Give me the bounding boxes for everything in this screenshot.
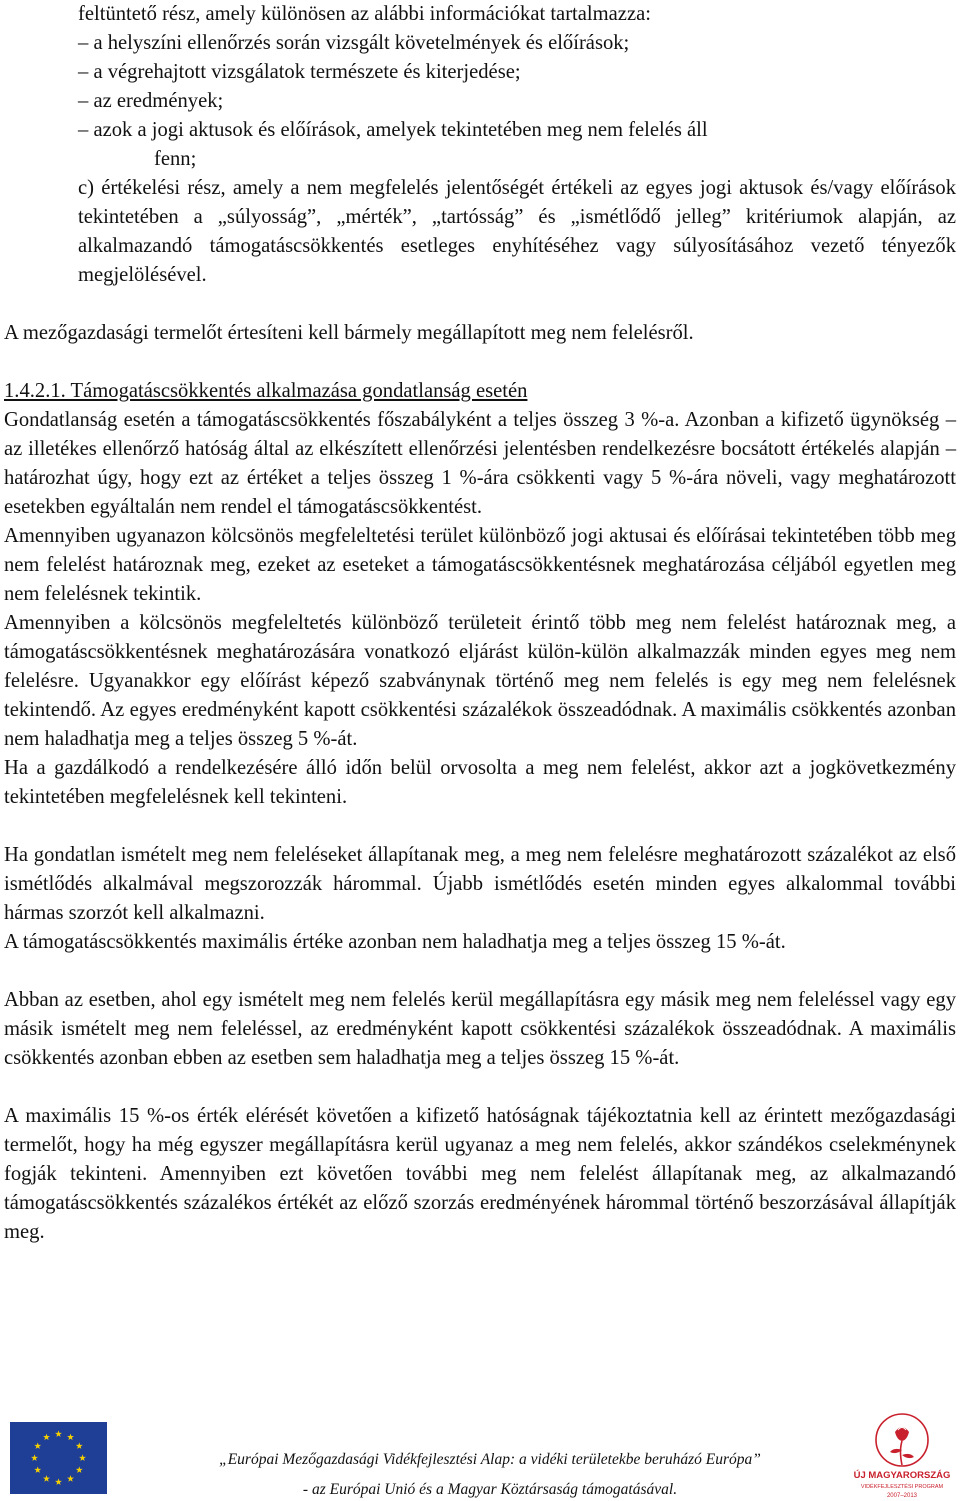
- eu-flag-graphic: [10, 1422, 107, 1494]
- paragraph: Gondatlanság esetén a támogatáscsökkentés főszabályként a teljes összeg 3 %-a. Azonban a kifizető ügynökség – az illetékes ellenőrző hatóság által az elkészített ellenőrzési jelentésben rendelkezésre bocsátott értékelés alapján – határozhat úgy, hogy ezt az értéket a teljes összeg 1 %-ára csökkenti vagy 5 %-ára növeli, vagy meghatározott esetekben egyáltalán nem rendel el támogatáscsökkentést.: [4, 409, 956, 518]
- footer-line-2: - az Európai Unió és a Magyar Köztársaság támogatásával.: [302, 1481, 678, 1498]
- list-item: – azok a jogi aktusok és előírások, amelyek tekintetében meg nem felelés áll: [78, 119, 708, 141]
- list-item: – a helyszíni ellenőrzés során vizsgált követelmények és előírások;: [78, 32, 630, 54]
- section-heading: 1.4.2.1. Támogatáscsökkentés alkalmazása gondatlanság esetén: [4, 380, 528, 402]
- list-intro-text: feltüntető rész, amely különösen az alábbi információkat tartalmazza:: [78, 3, 651, 25]
- paragraph: A támogatáscsökkentés maximális értéke azonban nem haladhatja meg a teljes összeg 15 %-át.: [4, 931, 786, 953]
- spacer: [0, 1073, 960, 1102]
- spacer: [0, 348, 960, 377]
- list-item-continuation: fenn;: [154, 148, 197, 170]
- logo-subtitle: VIDÉKFEJLESZTÉSI PROGRAM: [860, 1484, 944, 1490]
- page-footer: [0, 1410, 960, 1501]
- paragraph: Amennyiben a kölcsönös megfeleltetés különböző területeit érintő több meg nem felelést határoznak meg, a támogatáscsökkentésnek meghatározására vonatkozó eljárást külön-külön alkalmazzák minden egyes meg nem felelésre. Ugyanakkor egy előírást képező szabványnak történő meg nem felelés is egy meg nem felelésnek tekintendő. Az egyes eredményként kapott csökkentési százalékok összeadódnak. A maximális csökkentés azonban nem haladhatja meg a teljes összeg 5 %-át.: [4, 612, 956, 750]
- uj-magyarorszag-logo: [848, 1410, 956, 1501]
- footer-line-1: „Európai Mezőgazdasági Vidékfejlesztési Alap: a vidéki területekbe beruházó Európa”: [219, 1451, 761, 1468]
- list-item: – a végrehajtott vizsgálatok természete és kiterjedése;: [78, 61, 521, 83]
- paragraph: Abban az esetben, ahol egy ismételt meg nem felelés kerül megállapításra egy másik meg nem feleléssel vagy egy másik ismételt meg nem feleléssel, az eredményként kapott csökkentési százalékok összeadódnak. A maximális csökkentés azonban ebben az esetben sem haladhatja meg a teljes összeg 15 %-át.: [4, 989, 956, 1069]
- notice-paragraph: A mezőgazdasági termelőt értesíteni kell bármely megállapított meg nem felelésről.: [4, 322, 694, 344]
- eu-flag-icon: [10, 1422, 107, 1494]
- paragraph: Amennyiben ugyanazon kölcsönös megfeleltetési terület különböző jogi aktusai és előírásai tekintetében több meg nem felelést határoznak meg, ezeket az eseteket a támogatáscsökkentésnek meghatározása céljából egyetlen meg nem felelésnek tekintik.: [4, 525, 956, 605]
- spacer: [0, 812, 960, 841]
- spacer: [0, 957, 960, 986]
- rose-flower-icon: [848, 1410, 956, 1501]
- paragraph: Ha gondatlan ismételt meg nem feleléseket állapítanak meg, a meg nem felelésre meghatározott százalékot az első ismétlődés alkalmával megszorozzák hárommal. Újabb ismétlődés esetén minden egyes alkalommal további hármas szorzót kell alkalmazni.: [4, 844, 956, 924]
- logo-name: ÚJ MAGYARORSZÁG: [853, 1470, 951, 1481]
- list-item: – az eredmények;: [78, 90, 224, 112]
- point-c: c) értékelési rész, amely a nem megfelelés jelentőségét értékeli az egyes jogi aktusok és/vagy előírások tekintetében a „súlyosság”, „mérték”, „tartósság” és „ismétlődő jelleg” kritériumok alapján, az alkalmazandó támogatáscsökkentés esetleges enyhítéséhez vagy súlyosításához vezető tényezők megjelölésével.: [78, 177, 956, 286]
- logo-years: 2007–2013: [886, 1493, 918, 1499]
- spacer: [0, 290, 960, 319]
- list-intro: [0, 0, 960, 290]
- paragraph: A maximális 15 %-os érték elérését követően a kifizető hatóságnak tájékoztatnia kell az érintett mezőgazdasági termelőt, hogy ha még egyszer megállapításra kerül ugyanaz a meg nem felelés, akkor szándékos cselekménynek fogják tekinteni. Amennyiben ezt követően további meg nem felelést állapítanak meg, az alkalmazandó támogatáscsökkentés százalékos értékét az előző szorzás eredményének hárommal történő beszorzásával állapítják meg.: [4, 1105, 956, 1243]
- paragraph: Ha a gazdálkodó a rendelkezésére álló időn belül orvosolta a meg nem felelést, akkor azt a jogkövetkezmény tekintetében megfelelésnek kell tekinteni.: [4, 757, 956, 808]
